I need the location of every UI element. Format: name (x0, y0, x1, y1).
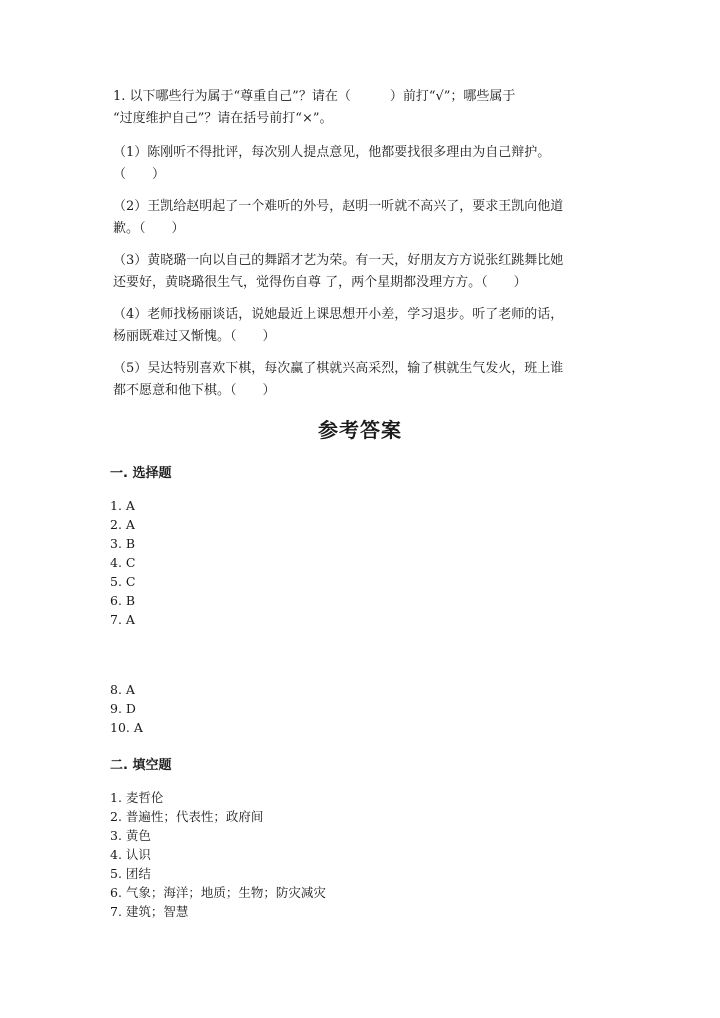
answer-item: 9. D (110, 701, 136, 716)
sub-question-line: 歉。（ ） (113, 221, 185, 236)
answer-item: 3. 黄色 (110, 828, 151, 843)
sub-question-3 (113, 250, 613, 294)
sub-question-line: （2）王凯给赵明起了一个难听的外号，赵明一听就不高兴了，要求王凯向他道 (113, 199, 564, 214)
answer-item: 2. A (110, 517, 135, 532)
sub-question-line: （3）黄晓璐一向以自己的舞蹈才艺为荣。有一天，好朋友方方说张红跳舞比她 (113, 253, 564, 268)
question-intro (113, 86, 613, 130)
answer-item: 7. A (110, 612, 135, 627)
question-intro-line1: 1. 以下哪些行为属于“尊重自己”？请在（ ）前打“√”；哪些属于 (113, 89, 516, 104)
answer-item: 3. B (110, 536, 136, 551)
sub-question-5 (113, 358, 613, 402)
sub-question-line: （1）陈刚听不得批评，每次别人提点意见，他都要找很多理由为自己辩护。 (113, 145, 551, 160)
answer-item: 4. 认识 (110, 847, 151, 862)
answer-item: 1. A (110, 498, 135, 513)
sub-question-2 (113, 196, 613, 240)
sub-question-line: 都不愿意和他下棋。（ ） (113, 383, 276, 398)
answer-item: 5. C (110, 574, 136, 589)
answer-item: 8. A (110, 682, 135, 697)
answer-item: 5. 团结 (110, 866, 151, 881)
answer-heading: 参考答案 (318, 418, 402, 442)
answer-item: 10. A (110, 720, 143, 735)
sub-question-line: （4）老师找杨丽谈话，说她最近上课思想开小差，学习退步。听了老师的话， (113, 307, 564, 322)
fill-answers-list (110, 788, 326, 921)
answer-item: 2. 普遍性；代表性；政府间 (110, 809, 264, 824)
sub-question-line: （ ） (113, 167, 166, 182)
answer-item: 4. C (110, 555, 136, 570)
sub-question-line: 杨丽既难过又惭愧。（ ） (113, 329, 276, 344)
answer-item: 1. 麦哲伦 (110, 790, 164, 805)
question-intro-line2: “过度维护自己”？请在括号前打“×”。 (113, 111, 333, 126)
sub-question-1 (113, 142, 613, 186)
answer-item: 6. B (110, 593, 136, 608)
section-title-fill: 二. 填空题 (110, 758, 172, 773)
answer-item: 7. 建筑；智慧 (110, 904, 189, 919)
section-title-choice: 一. 选择题 (110, 466, 172, 481)
sub-question-4 (113, 304, 613, 348)
sub-question-line: （5）吴达特别喜欢下棋，每次赢了棋就兴高采烈，输了棋就生气发火，班上谁 (113, 361, 564, 376)
choice-answers-list-b (110, 680, 143, 737)
answer-item: 6. 气象；海洋；地质；生物；防灾减灾 (110, 885, 326, 900)
choice-answers-list-a (110, 496, 135, 629)
sub-question-line: 还要好，黄晓璐很生气，觉得伤自尊 了，两个星期都没理方方。（ ） (113, 275, 527, 290)
